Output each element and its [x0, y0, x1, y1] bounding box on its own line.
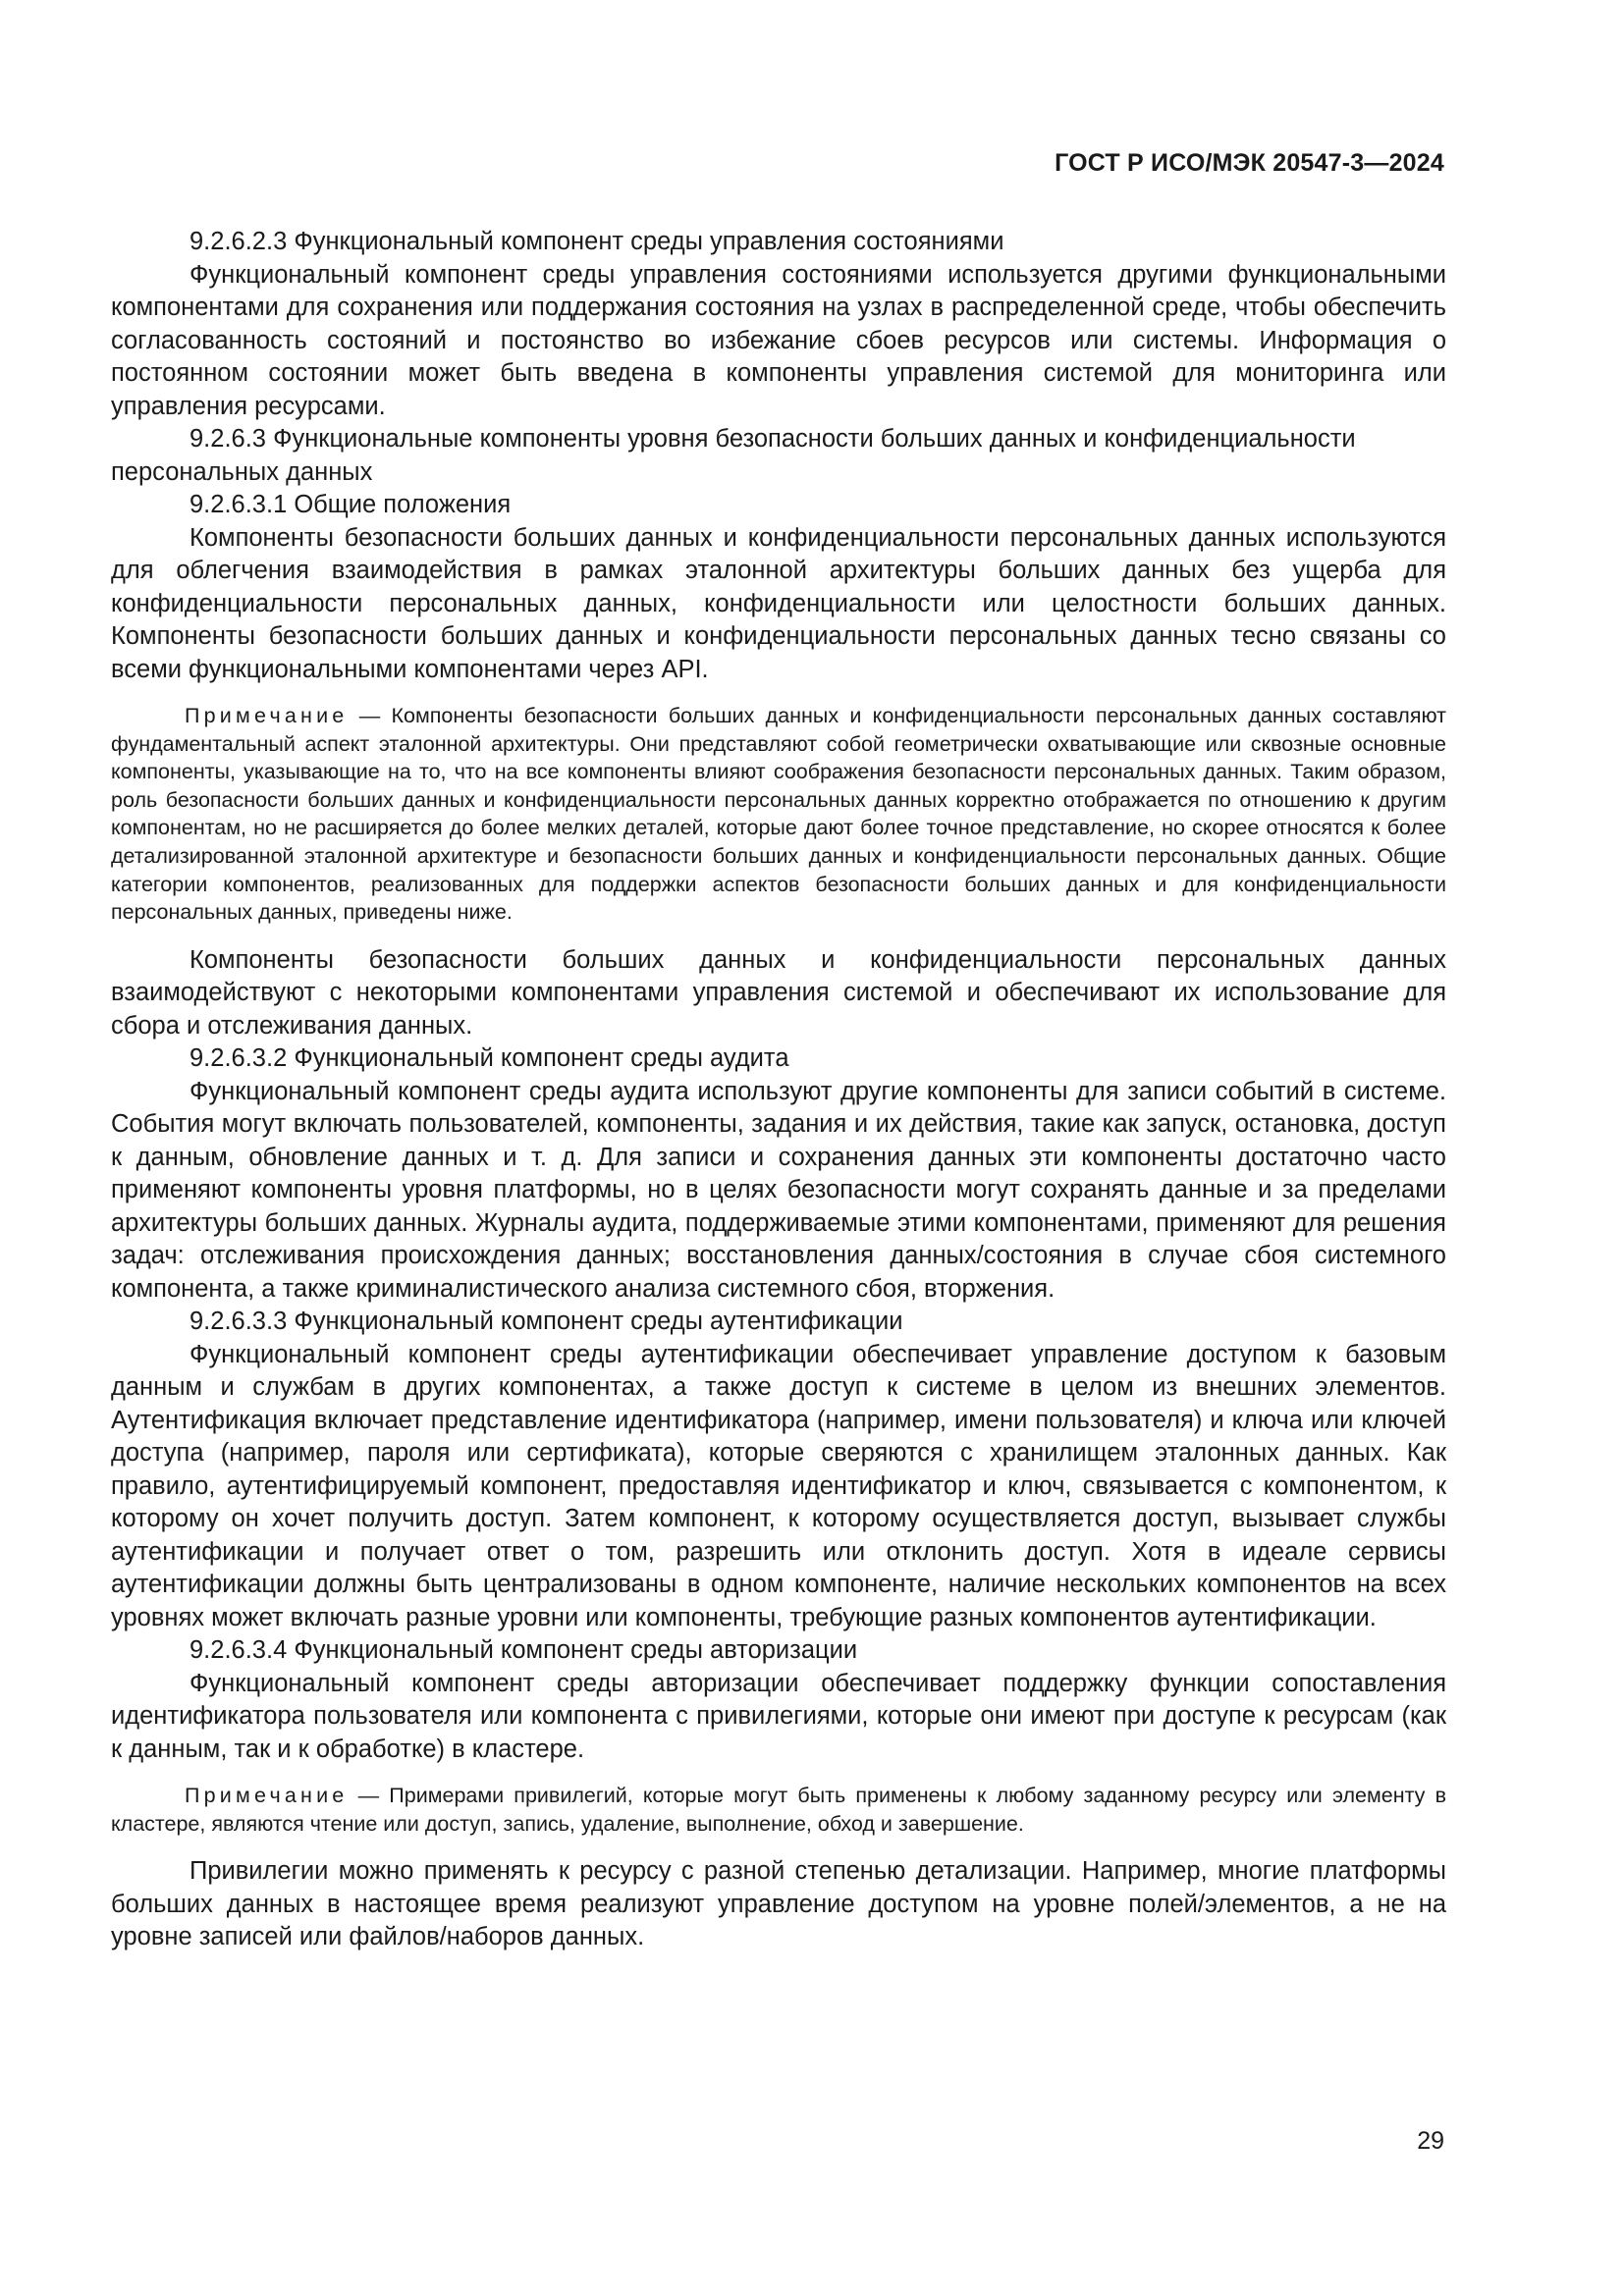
document-body [111, 226, 1446, 1954]
note-label: Примечание [185, 1784, 349, 1808]
section-heading: 9.2.6.3.2 Функциональный компонент среды аудита [189, 1044, 789, 1073]
document-header: ГОСТ Р ИСО/МЭК 20547-3—2024 [1055, 149, 1444, 177]
paragraph: Функциональный компонент среды аудита используют другие компоненты для записи событий в системе. События могут включать пользователей, компоненты, задания и их действия, такие как запуск, остановка, доступ к данным, обновление данных и т. д. Для записи и сохранения данных эти компоненты достаточно часто применяют компоненты уровня платформы, но в целях безопасности могут сохранять данные и за пределами архитектуры больших данных. Журналы аудита, поддерживаемые этими компонентами, применяют для решения задач: отслеживания происхождения данных; восстановления данных/состояния в случае сбоя системного компонента, а также криминалистического анализа системного сбоя, вторжения. [111, 1077, 1446, 1303]
paragraph: Функциональный компонент среды авторизации обеспечивает поддержку функции сопоставления идентификатора пользователя или компонента с привилегиями, которые они имеют при доступе к ресурсам (как к данным, так и к обработке) в кластере. [111, 1669, 1446, 1763]
paragraph: Компоненты безопасности больших данных и конфиденциальности персональных данных взаимодействуют с некоторыми компонентами управления системой и обеспечивают их использование для сбора и отслеживания данных. [111, 945, 1446, 1040]
paragraph: Функциональный компонент среды управления состояниями используется другими функциональными компонентами для сохранения или поддержания состояния на узлах в распределенной среде, чтобы обеспечить согласованность состояний и постоянство во избежание сбоев ресурсов или системы. Информация о постоянном состоянии может быть введена в компоненты управления системой для мониторинга или управления ресурсами. [111, 260, 1446, 420]
paragraph: Функциональный компонент среды аутентификации обеспечивает управление доступом к базовым данным и службам в других компонентах, а также доступ к системе в целом из внешних элементов. Аутентификация включает представление идентификатора (например, имени пользователя) и ключа или ключей доступа (например, пароля или сертификата), которые сверяются с хранилищем эталонных данных. Как правило, аутентифицируемый компонент, предоставляя идентификатор и ключ, связывается с компонентом, к которому он хочет получить доступ. Затем компонент, к которому осуществляется доступ, вызывает службы аутентификации и получает ответ о том, разрешить или отклонить доступ. Хотя в идеале сервисы аутентификации должны быть централизованы в одном компоненте, наличие нескольких компонентов на всех уровнях может включать разные уровни или компоненты, требующие разных компонентов аутентификации. [111, 1340, 1446, 1631]
page-number: 29 [1417, 2127, 1444, 2155]
section-heading: 9.2.6.3 Функциональные компоненты уровня безопасности больших данных и конфиденциальности персональных данных [111, 425, 1356, 486]
note-label: Примечание [185, 704, 349, 727]
note-text: — Компоненты безопасности больших данных и конфиденциальности персональных данных составляют фундаментальный аспект эталонной архитектуры. Они представляют собой геометрически охватывающие или сквозные основные компоненты, указывающие на то, что на все компоненты влияют соображения безопасности персональных данных. Таким образом, роль безопасности больших данных и конфиденциальности персональных данных корректно отображается по отношению к другим компонентам, но не расширяется до более мелких деталей, которые дают более точное представление, но скорее относятся к более детализированной эталонной архитектуре и безопасности больших данных и конфиденциальности персональных данных. Общие категории компонентов, реализованных для поддержки аспектов безопасности больших данных и для конфиденциальности персональных данных, приведены ниже. [111, 704, 1446, 925]
section-heading: 9.2.6.3.3 Функциональный компонент среды аутентификации [189, 1308, 903, 1336]
paragraph: Привилегии можно применять к ресурсу с разной степенью детализации. Например, многие платформы больших данных в настоящее время реализуют управление доступом на уровне полей/элементов, а не на уровне записей или файлов/наборов данных. [111, 1857, 1446, 1951]
note-text: — Примерами привилегий, которые могут быть применены к любому заданному ресурсу или элементу в кластере, являются чтение или доступ, запись, удаление, выполнение, обход и завершение. [111, 1784, 1446, 1836]
paragraph: Компоненты безопасности больших данных и конфиденциальности персональных данных используются для облегчения взаимодействия в рамках эталонной архитектуры больших данных без ущерба для конфиденциальности персональных данных, конфиденциальности или целостности больших данных. Компоненты безопасности больших данных и конфиденциальности персональных данных тесно связаны со всеми функциональными компонентами через API. [111, 523, 1446, 683]
section-heading: 9.2.6.3.1 Общие положения [189, 491, 512, 518]
section-heading: 9.2.6.2.3 Функциональный компонент среды управления состояниями [189, 228, 1004, 255]
note [111, 702, 1446, 927]
section-heading: 9.2.6.3.4 Функциональный компонент среды авторизации [189, 1636, 858, 1665]
note [111, 1782, 1446, 1838]
